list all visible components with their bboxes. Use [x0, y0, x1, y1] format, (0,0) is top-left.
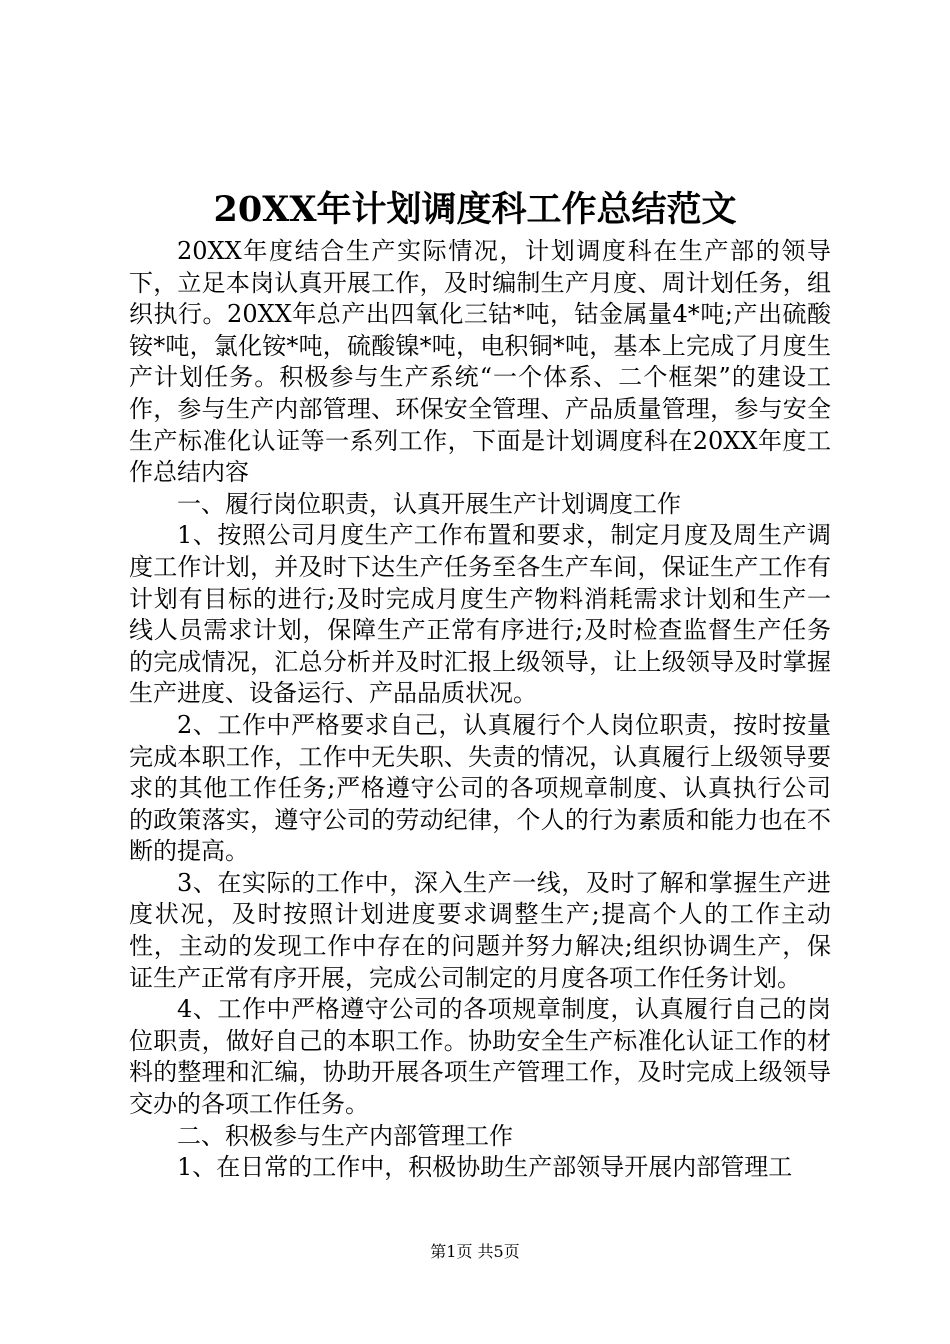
document-title: 20XX年计划调度科工作总结范文 — [213, 189, 737, 230]
document-body — [129, 236, 831, 1184]
paragraph-2-1: 1、在日常的工作中，积极协助生产部领导开展内部管理工 — [177, 1153, 793, 1182]
paragraph-1-2: 2、工作中严格要求自己，认真履行个人岗位职责，按时按量完成本职工作，工作中无失职、失责的情况，认真履行上级领导要求的其他工作任务;严格遵守公司的各项规章制度、认真执行公司的政策落实，遵守公司的劳动纪律，个人的行为素质和能力也在不断的提高。 — [129, 710, 831, 866]
section-heading-1: 一、履行岗位职责，认真开展生产计划调度工作 — [177, 489, 681, 518]
page-footer: 第1页 共5页 — [430, 1242, 520, 1261]
paragraph-1-4: 4、工作中严格遵守公司的各项规章制度，认真履行自己的岗位职责，做好自己的本职工作。协助安全生产标准化认证工作的材料的整理和汇编，协助开展各项生产管理工作，及时完成上级领导交办的各项工作任务。 — [129, 995, 831, 1119]
paragraph-1-3: 3、在实际的工作中，深入生产一线，及时了解和掌握生产进度状况，及时按照计划进度要求调整生产;提高个人的工作主动性，主动的发现工作中存在的问题并努力解决;组织协调生产，保证生产正常有序开展，完成公司制定的月度各项工作任务计划。 — [129, 868, 831, 992]
section-heading-2: 二、积极参与生产内部管理工作 — [177, 1121, 513, 1150]
paragraph-1-1: 1、按照公司月度生产工作布置和要求，制定月度及周生产调度工作计划，并及时下达生产任务至各生产车间，保证生产工作有计划有目标的进行;及时完成月度生产物料消耗需求计划和生产一线人员需求计划，保障生产正常有序进行;及时检查监督生产任务的完成情况，汇总分析并及时汇报上级领导，让上级领导及时掌握生产进度、设备运行、产品品质状况。 — [129, 521, 831, 708]
paragraph-intro: 20XX年度结合生产实际情况，计划调度科在生产部的领导下，立足本岗认真开展工作，及时编制生产月度、周计划任务，组织执行。20XX年总产出四氧化三钴*吨，钴金属量4*吨;产出硫酸铵*吨，氯化铵*吨，硫酸镍*吨，电积铜*吨，基本上完成了月度生产计划任务。积极参与生产系统“一个体系、二个框架”的建设工作，参与生产内部管理、环保安全管理、产品质量管理，参与安全生产标准化认证等一系列工作，下面是计划调度科在20XX年度工作总结内容 — [129, 237, 831, 487]
